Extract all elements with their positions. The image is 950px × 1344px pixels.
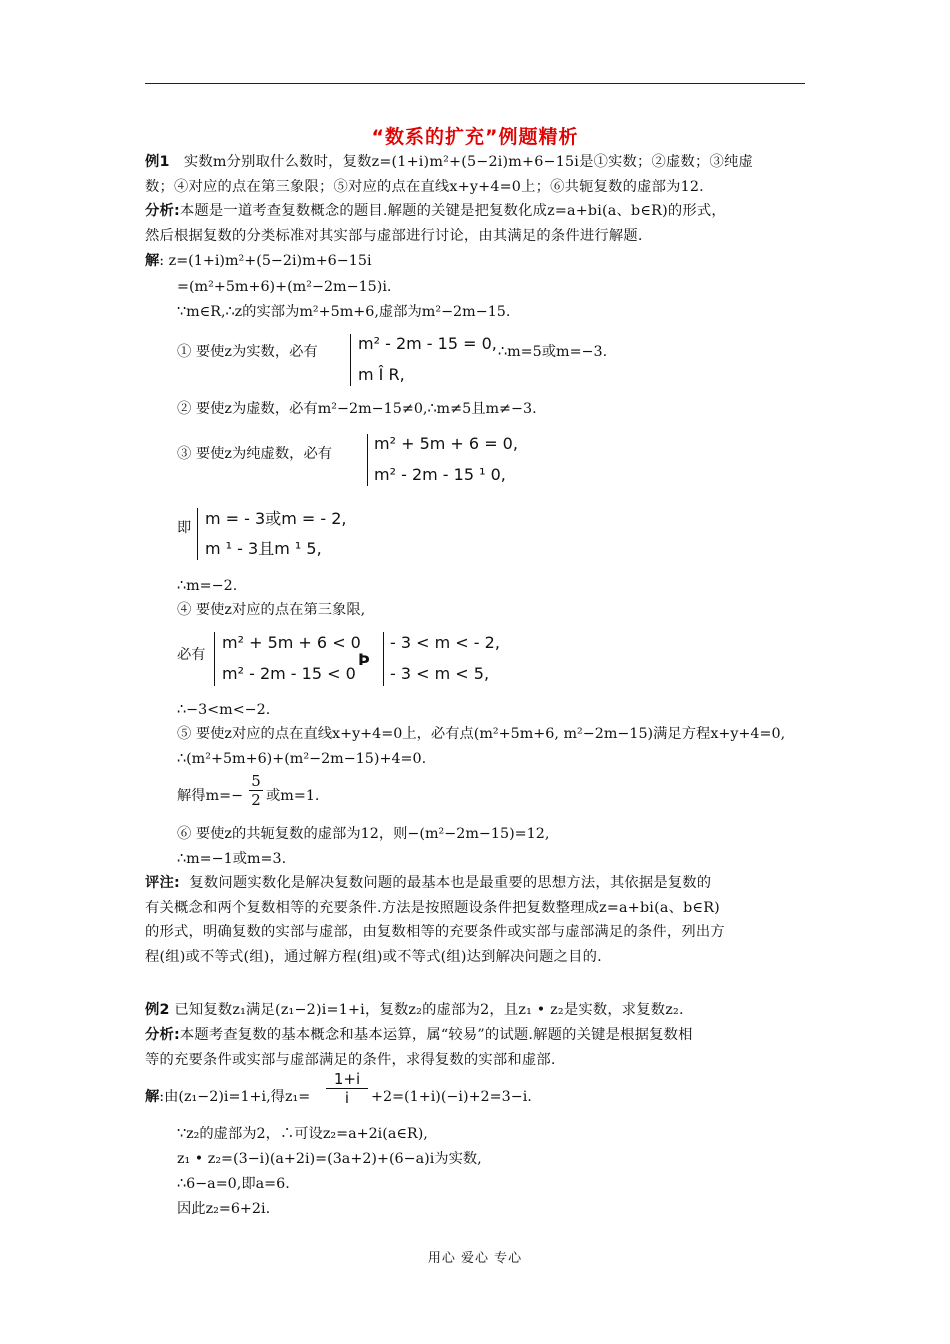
ex2-solution-line5: 因此z₂=6+2i. [177, 1201, 271, 1217]
case4-line: ④ 要使z对应的点在第三象限, [177, 602, 366, 618]
case1-brace [350, 334, 351, 386]
case1-result: ∴m=5或m=−3. [498, 344, 608, 360]
ex2-problem-line: 已知复数z₁满足(z₁−2)i=1+i，复数z₂的虚部为2，且z₁ • z₂是实数，求复数z₂. [174, 1002, 684, 1018]
case5-fraction-den: 2 [249, 790, 263, 809]
case4-res-bottom: - 3 < m < 5, [390, 664, 490, 683]
ex2-analysis-line1: 本题考查复数的基本概念和基本运算，属“较易”的试题.解题的关键是根据复数相 [179, 1027, 693, 1043]
case5-line2: ∴(m²+5m+6)+(m²−2m−15)+4=0. [177, 751, 427, 767]
ex2-analysis-line2: 等的充要条件或实部与虚部满足的条件，求得复数的实部和虚部. [145, 1051, 556, 1068]
ex1-solution-text1: : z=(1+i)m²+(5−2i)m+6−15i [159, 253, 372, 269]
case1-prefix: ① 要使z为实数，必有 [177, 344, 318, 360]
case4-brace-right [383, 632, 384, 686]
ex1-solution-line1 [145, 251, 372, 271]
ex1-solution-line2: =(m²+5m+6)+(m²−2m−15)i. [177, 279, 392, 295]
ex2-fraction-den: i [326, 1088, 368, 1107]
case3-brace [367, 434, 368, 486]
case4-implies: Þ [358, 650, 370, 669]
ex1-label: 例1 [145, 154, 170, 170]
ex2-analysis [145, 1023, 810, 1072]
ex2-fraction [326, 1070, 368, 1107]
ex1-comment [145, 871, 810, 969]
ex1-comment-label: 评注: [145, 875, 180, 891]
case4-result: ∴−3<m<−2. [177, 702, 271, 718]
ex1-problem-line1: 实数m分别取什么数时，复数z=(1+i)m²+(5−2i)m+6−15i是①实数；②虚数；③纯虚 [183, 154, 754, 170]
case3b-eq-bottom: m ¹ - 3且m ¹ 5, [205, 539, 322, 558]
case5-line: ⑤ 要使z对应的点在直线x+y+4=0上，必有点(m²+5m+6, m²−2m−15)满足方程x+y+4=0, [177, 726, 786, 742]
case4-eq-bottom: m² - 2m - 15 < 0 [222, 664, 356, 683]
case5-fraction [249, 772, 263, 809]
case3b-brace [197, 508, 198, 560]
page-title: “数系的扩充”例题精析 [371, 126, 579, 148]
ex1-analysis-line2: 然后根据复数的分类标准对其实部与虚部进行讨论，由其满足的条件进行解题. [145, 227, 643, 244]
ex2-label: 例2 [145, 1002, 170, 1018]
case3-prefix: ③ 要使z为纯虚数，必有 [177, 446, 333, 462]
ex2-solution-line3: z₁ • z₂=(3−i)(a+2i)=(3a+2)+(6−a)i为实数, [177, 1151, 482, 1167]
ex2-analysis-label: 分析: [145, 1027, 180, 1043]
ex2-solution-line4: ∴6−a=0,即a=6. [177, 1176, 290, 1192]
ex1-comment-line1: 复数问题实数化是解决复数问题的最基本也是最重要的思想方法，其依据是复数的 [189, 875, 712, 891]
case6-result: ∴m=−1或m=3. [177, 851, 287, 867]
ex1-problem [145, 150, 810, 199]
case4-brace-left [214, 632, 215, 686]
case4-eq-top: m² + 5m + 6 < 0 [222, 633, 361, 652]
ex2-solution-line1 [145, 1087, 310, 1107]
case5-solve-prefix: 解得m=− [177, 788, 244, 804]
ex2-solution-text1-post: +2=(1+i)(−i)+2=3−i. [371, 1089, 532, 1105]
case3-eq-bottom: m² - 2m - 15 ¹ 0, [374, 465, 506, 484]
case5-fraction-num: 5 [251, 772, 261, 790]
case1-eq-bottom: m Î R, [358, 365, 405, 384]
case3-result: ∴m=−2. [177, 578, 238, 594]
case3b-eq-top: m = - 3或m = - 2, [205, 509, 347, 528]
ex2-solution-line2: ∵z₂的虚部为2，∴可设z₂=a+2i(a∈R), [177, 1126, 428, 1142]
ex1-analysis-line1: 本题是一道考查复数概念的题目.解题的关键是把复数化成z=a+bi(a、b∈R)的形式， [179, 203, 726, 219]
ex1-analysis-label: 分析: [145, 203, 180, 219]
case2-line: ② 要使z为虚数，必有m²−2m−15≠0,∴m≠5且m≠−3. [177, 401, 537, 417]
ex1-analysis [145, 199, 810, 248]
case6-line: ⑥ 要使z的共轭复数的虚部为12，则−(m²−2m−15)=12, [177, 826, 550, 842]
ex2-solution-text1: :由(z₁−2)i=1+i,得z₁= [159, 1089, 311, 1105]
ex1-comment-line3: 的形式，明确复数的实部与虚部，由复数相等的充要条件或实部与虚部满足的条件，列出方 [145, 924, 725, 940]
ex1-comment-line2: 有关概念和两个复数相等的充要条件.方法是按照题设条件把复数整理成z=a+bi(a、b∈R) [145, 899, 720, 916]
case1-eq-top: m² - 2m - 15 = 0, [358, 334, 497, 353]
ex2-fraction-num: 1+i [333, 1070, 361, 1088]
page-footer: 用心 爱心 专心 [427, 1251, 523, 1266]
case3-eq-top: m² + 5m + 6 = 0, [374, 434, 518, 453]
ex2-problem [145, 998, 810, 1023]
ex1-solution-label: 解 [145, 253, 160, 269]
ex2-solution-label: 解 [145, 1089, 160, 1105]
ex1-problem-line2: 数；④对应的点在第三象限；⑤对应的点在直线x+y+4=0上；⑥共轭复数的虚部为12. [145, 178, 704, 195]
case3b-prefix: 即 [177, 520, 192, 536]
case4-res-top: - 3 < m < - 2, [390, 633, 500, 652]
ex1-comment-line4: 程(组)或不等式(组)，通过解方程(组)或不等式(组)达到解决问题之目的. [145, 948, 602, 965]
case4-prefix: 必有 [177, 647, 206, 663]
ex1-solution-line3: ∵m∈R,∴z的实部为m²+5m+6,虚部为m²−2m−15. [177, 304, 511, 320]
header-rule [145, 83, 805, 84]
case5-solve-result: 或m=1. [266, 788, 320, 804]
